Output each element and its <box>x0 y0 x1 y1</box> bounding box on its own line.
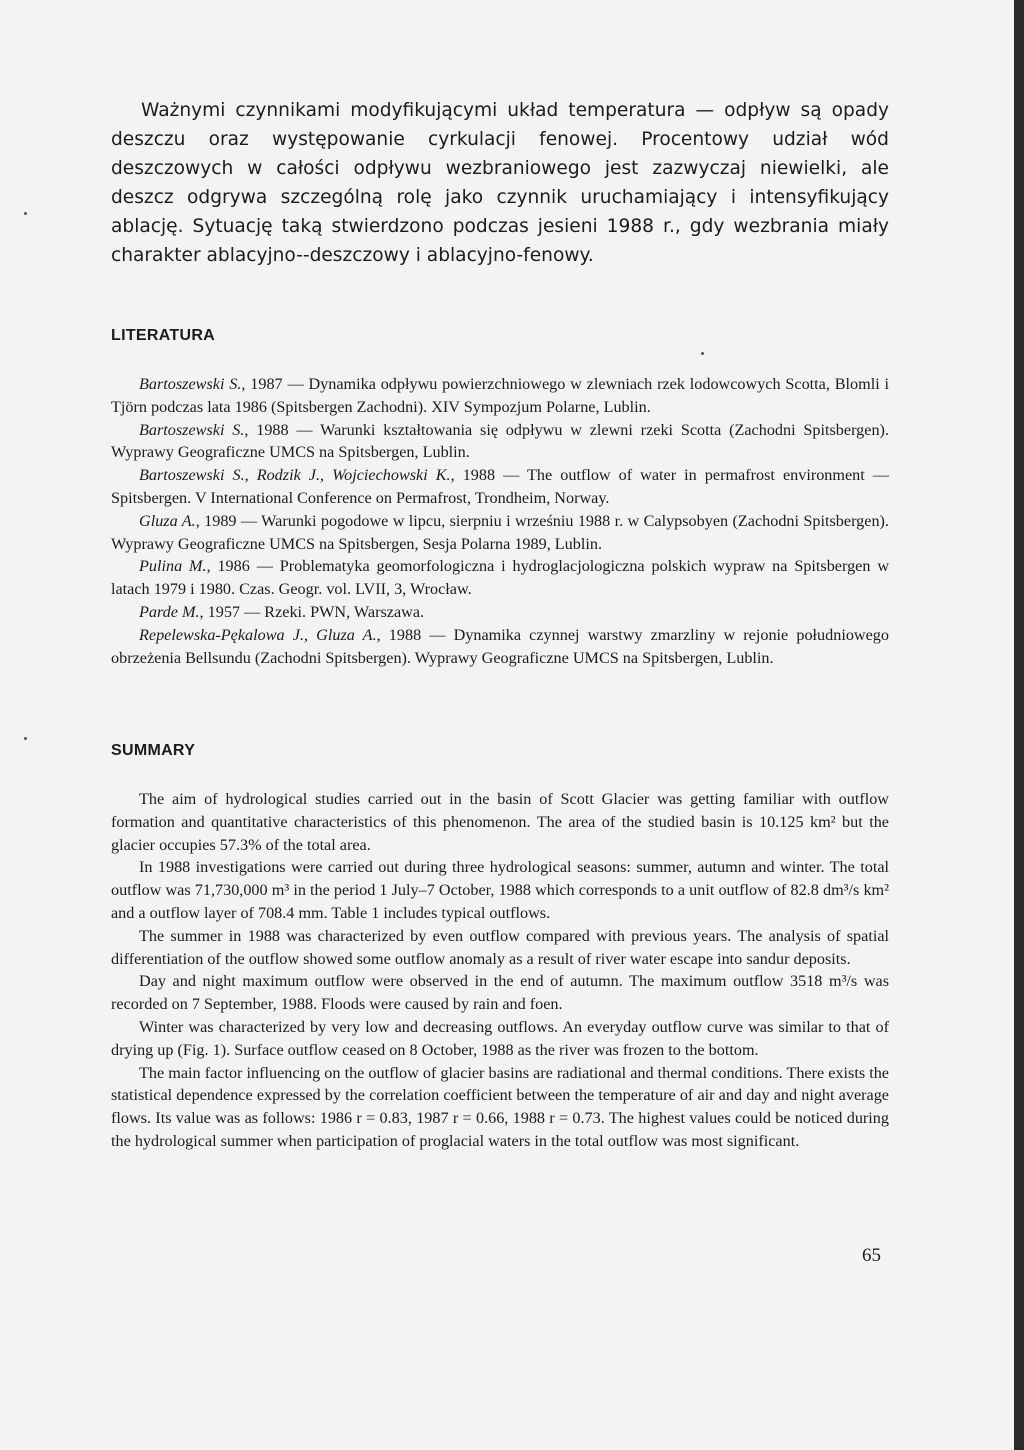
reference-authors: Parde M. <box>139 602 200 621</box>
reference-details: , 1988 — Dynamika czynnej warstwy zmarzliny w rejonie południowego obrzeżenia Bellsundu (Zachodni Spitsbergen). Wyprawy Geograficzne UMCS na Spitsbergen, Lublin. <box>111 625 889 667</box>
reference-authors: Pulina M. <box>139 557 207 576</box>
reference-authors: Gluza A. <box>139 511 196 530</box>
summary-heading: SUMMARY <box>111 742 196 759</box>
reference-details: , 1987 — Dynamika odpływu powierzchniowego w zlewniach rzek lodowcowych Scotta, Blomli i Tjörn podczas lata 1986 (Spitsbergen Zachodni). XIV Sympozjum Polarne, Lublin. <box>111 375 889 416</box>
summary-paragraph: The main factor influencing on the outflow of glacier basins are radiational and thermal conditions. There exists the statistical dependence expressed by the correlation coefficient between the temperature of air and day and night average flows. Its value was as follows: 1986 r = 0.83, 1987 r = 0.66, 1988 r = 0.73. The highest values could be noticed during the hydrological summer when participation of proglacial waters in the total outflow was most significant. <box>111 1063 889 1150</box>
reference-authors: Bartoszewski S. <box>139 420 245 439</box>
intro-paragraph: Ważnymi czynnikami modyfikującymi układ temperatura — odpływ są opady deszczu oraz występowanie cyrkulacji fenowej. Procentowy udział wód deszczowych w całości odpływu wezbraniowego jest zazwyczaj niewielki, ale deszcz odgrywa szczególną rolę jako czynnik uruchamiający i intensyfikujący ablację. Sytuację taką stwierdzono podczas jesieni 1988 r., gdy wezbrania miały charakter ablacyjno--deszczowy i ablacyjno-fenowy. <box>111 100 889 266</box>
reference-item <box>111 464 889 510</box>
literatura-heading: LITERATURA <box>111 327 216 344</box>
reference-item <box>111 624 889 670</box>
page-number: 65 <box>862 1245 881 1266</box>
summary-paragraph: The aim of hydrological studies carried out in the basin of Scott Glacier was getting familiar with outflow formation and quantitative characteristics of this phenomenon. The area of the studied basin is 10.125 km² but the glacier occupies 57.3% of the total area. <box>111 790 889 854</box>
reference-details: , 1957 — Rzeki. PWN, Warszawa. <box>199 602 425 621</box>
reference-item <box>111 601 889 624</box>
document-page <box>111 96 890 1150</box>
summary-paragraph: Day and night maximum outflow were observed in the end of autumn. The maximum outflow 3518 m³/s was recorded on 7 September, 1988. Floods were caused by rain and foen. <box>111 972 889 1014</box>
reference-authors: Repelewska-Pękalowa J., Gluza A. <box>139 625 377 644</box>
reference-item <box>111 373 889 419</box>
reference-item <box>111 510 889 556</box>
reference-item <box>111 419 889 465</box>
reference-details: , 1986 — Problematyka geomorfologiczna i hydroglacjologiczna polskich wypraw na Spitsbergen w latach 1979 i 1980. Czas. Geogr. vol. LVII, 3, Wrocław. <box>111 557 890 599</box>
summary-paragraph: Winter was characterized by very low and decreasing outflows. An everyday outflow curve was similar to that of drying up (Fig. 1). Surface outflow ceased on 8 October, 1988 as the river was frozen to the bottom. <box>111 1017 889 1059</box>
reference-details: , 1989 — Warunki pogodowe w lipcu, sierpniu i wrześniu 1988 r. w Calypsobyen (Zachodni Spitsbergen). Wyprawy Geograficzne UMCS na Spitsbergen, Sesja Polarna 1989, Lublin. <box>111 511 889 553</box>
scan-speck <box>701 352 704 355</box>
reference-authors: Bartoszewski S. <box>139 375 242 393</box>
references-list <box>111 373 889 669</box>
reference-details: , 1988 — Warunki kształtowania się odpływu w zlewni rzeki Scotta (Zachodni Spitsbergen). Wyprawy Geograficzne UMCS na Spitsbergen, Lublin. <box>111 420 889 462</box>
scan-speck <box>24 212 27 215</box>
reference-authors: Bartoszewski S., Rodzik J., Wojciechowski K. <box>139 466 451 485</box>
scan-right-edge <box>1014 0 1024 1450</box>
scan-speck <box>24 737 27 740</box>
summary-body <box>111 788 889 1153</box>
summary-paragraph: The summer in 1988 was characterized by even outflow compared with previous years. The analysis of spatial differentiation of the outflow showed some outflow anomaly as a result of river water escape into sandur deposits. <box>111 926 889 968</box>
summary-paragraph: In 1988 investigations were carried out during three hydrological seasons: summer, autumn and winter. The total outflow was 71,730,000 m³ in the period 1 July–7 October, 1988 which corresponds to a unit outflow of 82.8 dm³/s km² and a outflow layer of 708.4 mm. Table 1 includes typical outflows. <box>111 858 889 922</box>
reference-details: , 1988 — The outflow of water in permafrost environment — Spitsbergen. V International Conference on Permafrost, Trondheim, Norway. <box>111 466 889 507</box>
reference-item <box>111 555 889 601</box>
